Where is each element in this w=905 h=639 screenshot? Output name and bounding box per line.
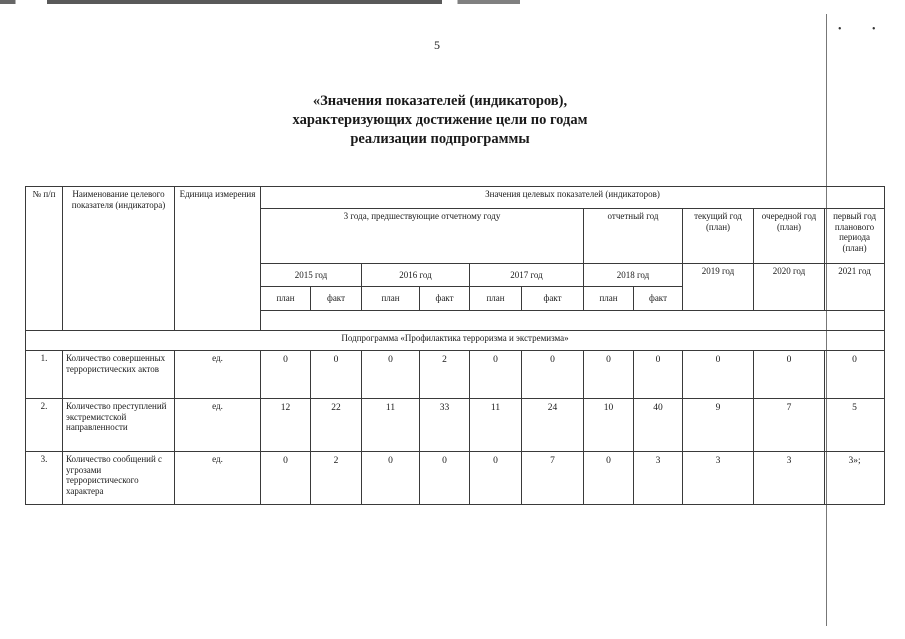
header-prev-years: 3 года, предшествующие отчетному году <box>261 209 584 264</box>
cell-2017-fact: 24 <box>522 399 584 452</box>
year-2018: 2018 год <box>584 264 683 287</box>
cell-2019-plan: 0 <box>683 351 754 399</box>
table-row <box>26 351 885 399</box>
title-line: «Значения показателей (индикаторов), <box>312 93 568 109</box>
indicators-table <box>25 186 885 505</box>
cell-2016-fact: 2 <box>420 351 470 399</box>
header-report-year: отчетный год <box>584 209 683 264</box>
header-current-year: текущий год (план) <box>683 209 754 264</box>
header-spacer <box>261 311 885 331</box>
header-first-plan-year: первый год планового периода (план) <box>825 209 885 264</box>
row-indicator-name: Количество преступлений экстремистской направленности <box>63 399 175 452</box>
cell-2016-fact: 0 <box>420 452 470 505</box>
cell-2015-plan: 0 <box>261 351 311 399</box>
header-values-group: Значения целевых показателей (индикаторов) <box>261 187 885 209</box>
cell-2016-fact: 33 <box>420 399 470 452</box>
plan-label: план <box>584 287 634 311</box>
cell-2015-plan: 12 <box>261 399 311 452</box>
plan-label: план <box>470 287 522 311</box>
cell-2017-plan: 0 <box>470 351 522 399</box>
header-indicator-name: Наименование целевого показателя (индикатора) <box>63 187 175 331</box>
title-line: характеризующих достижение цели по годам <box>292 112 588 128</box>
header-next-year: очередной год (план) <box>754 209 825 264</box>
cell-2018-plan: 10 <box>584 399 634 452</box>
plan-label: план <box>362 287 420 311</box>
plan-label: план <box>261 287 311 311</box>
cell-2021-plan: 5 <box>825 399 885 452</box>
cell-2018-fact: 0 <box>634 351 683 399</box>
scan-speck: • <box>838 24 842 35</box>
table-row <box>26 399 885 452</box>
scan-speck: • <box>872 24 876 35</box>
fact-label: факт <box>522 287 584 311</box>
title-line: реализации подпрограммы <box>350 131 530 147</box>
cell-2017-plan: 0 <box>470 452 522 505</box>
year-2020: 2020 год <box>754 264 825 311</box>
document-title <box>250 92 630 149</box>
table-row <box>26 452 885 505</box>
cell-2016-plan: 11 <box>362 399 420 452</box>
year-2017: 2017 год <box>470 264 584 287</box>
row-unit: ед. <box>175 399 261 452</box>
cell-2018-plan: 0 <box>584 351 634 399</box>
year-2019: 2019 год <box>683 264 754 311</box>
year-2021: 2021 год <box>825 264 885 311</box>
cell-2017-fact: 0 <box>522 351 584 399</box>
row-unit: ед. <box>175 452 261 505</box>
cell-2018-fact: 3 <box>634 452 683 505</box>
cell-2021-plan: 0 <box>825 351 885 399</box>
year-2015: 2015 год <box>261 264 362 287</box>
cell-2017-plan: 11 <box>470 399 522 452</box>
cell-2020-plan: 7 <box>754 399 825 452</box>
header-num: № п/п <box>26 187 63 331</box>
cell-2021-plan: 3»; <box>825 452 885 505</box>
cell-2019-plan: 9 <box>683 399 754 452</box>
cell-2015-fact: 2 <box>311 452 362 505</box>
row-num: 1. <box>26 351 63 399</box>
row-indicator-name: Количество совершенных террористических актов <box>63 351 175 399</box>
cell-2016-plan: 0 <box>362 351 420 399</box>
row-indicator-name: Количество сообщений с угрозами террористического характера <box>63 452 175 505</box>
fact-label: факт <box>634 287 683 311</box>
cell-2016-plan: 0 <box>362 452 420 505</box>
subprogram-title: Подпрограмма «Профилактика терроризма и экстремизма» <box>26 331 885 351</box>
cell-2015-fact: 22 <box>311 399 362 452</box>
row-num: 3. <box>26 452 63 505</box>
row-unit: ед. <box>175 351 261 399</box>
cell-2017-fact: 7 <box>522 452 584 505</box>
row-num: 2. <box>26 399 63 452</box>
year-2016: 2016 год <box>362 264 470 287</box>
scan-artifact-top <box>0 0 520 4</box>
cell-2018-plan: 0 <box>584 452 634 505</box>
page-number: 5 <box>434 38 440 52</box>
cell-2015-plan: 0 <box>261 452 311 505</box>
fact-label: факт <box>311 287 362 311</box>
cell-2020-plan: 3 <box>754 452 825 505</box>
header-unit: Единица измерения <box>175 187 261 331</box>
cell-2020-plan: 0 <box>754 351 825 399</box>
fact-label: факт <box>420 287 470 311</box>
cell-2019-plan: 3 <box>683 452 754 505</box>
cell-2015-fact: 0 <box>311 351 362 399</box>
cell-2018-fact: 40 <box>634 399 683 452</box>
